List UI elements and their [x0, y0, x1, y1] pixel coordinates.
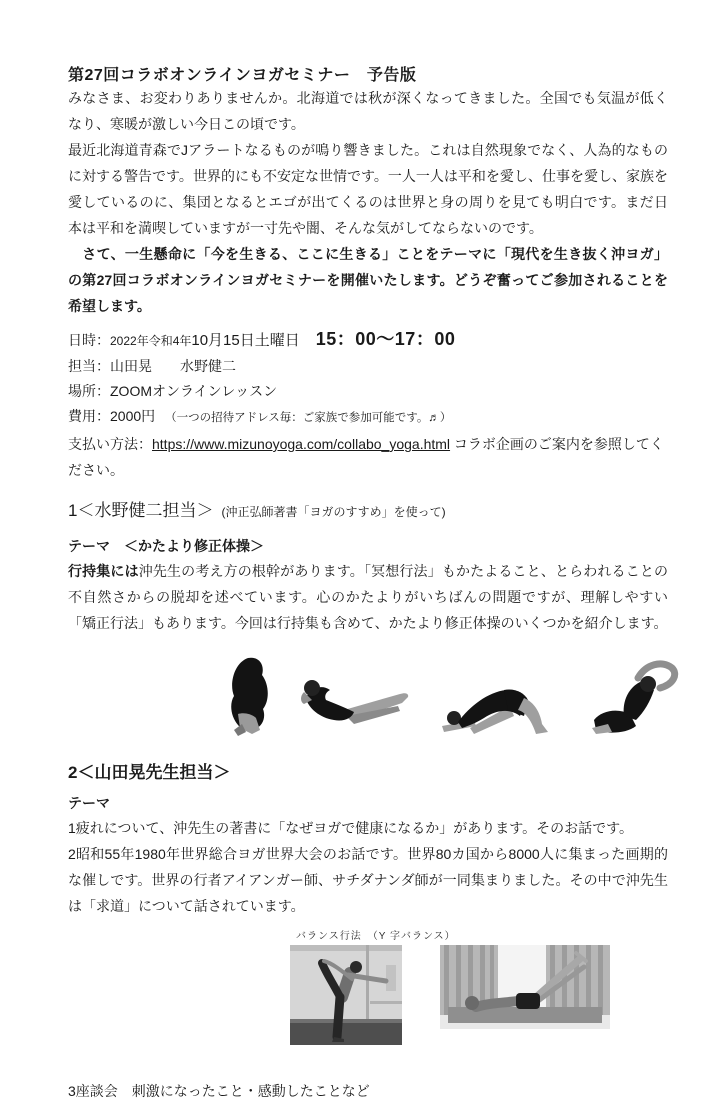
dancer-pose-photo: [290, 945, 402, 1045]
section1-body-rest: 沖先生の考え方の根幹があります。「冥想行法」もかたよること、とらわれることの不自然さからの脱却を述べています。心のかたよりがいちばんの問題ですが、理解しやすい「矯正行法」もあります。今回は行持集も含めて、かたより修正体操のいくつかを紹介します。: [68, 563, 668, 631]
balance-photo-row: [290, 945, 668, 1045]
yoga-pose-strip: [226, 648, 668, 738]
section1-heading: [68, 496, 668, 521]
yoga-pose-locust-photo: [296, 676, 412, 738]
section1-heading-note: (沖正弘師著書「ヨガのすすめ」を使って): [221, 505, 446, 519]
section2-item-2: 2昭和55年1980年世界総合ヨガ世界大会のお話です。世界80カ国から8000人に集まった画期的な催しです。世界の行者アイアンガー師、サチダナンダ師が一同集まりました。その中で沖先生は「求道」について話されています。: [68, 846, 668, 914]
payment-suffix: コラボ企画のご案内を参照してください。: [68, 436, 664, 478]
prone-leg-lift-photo: [440, 945, 610, 1029]
fee-label: 費用：2000円: [68, 408, 156, 424]
datetime-line: [68, 327, 668, 354]
section2-item-1: 1疲れについて、沖先生の著書に「なぜヨガで健康になるか」があります。そのお話です。: [68, 820, 633, 836]
section1-heading-title: 1＜水野健二担当＞: [68, 501, 214, 520]
yoga-pose-forward-fold-photo: [226, 654, 268, 738]
intro-paragraph-2: 最近北海道青森でJアラートなるものが鳴り響きました。これは自然現象でなく、人為的なものに対する警告です。世界的にも不安定な世情です。一人一人は平和を愛し、仕事を愛し、家族を愛しているのに、集団となるとエゴが出てくるのは世界と身の周りを見ても明白です。まだ日本は平和を満喫していますが一寸先や闇、そんな気がしてならないのです。: [68, 142, 668, 236]
event-details: [68, 327, 668, 483]
staff-line: 担当：山田晃 水野健二: [68, 358, 236, 374]
datetime-time: 15：00～17：00: [315, 329, 456, 349]
datetime-label: 日時：: [68, 332, 110, 348]
closing-line: 3座談会 刺激になったこと・感動したことなど: [68, 1083, 370, 1099]
payment-line: [68, 431, 668, 483]
section1-body-lead: 行持集には: [68, 563, 139, 579]
fee-note: （一つの招待アドレス毎：ご家族で参加可能です。♬）: [165, 412, 452, 424]
place-line: 場所：ZOOMオンラインレッスン: [68, 383, 278, 399]
yoga-pose-bridge-photo: [440, 676, 560, 738]
intro-paragraph-1: みなさま、お変わりありませんか。北海道では秋が深くなってきました。全国でも気温が低くなり、寒暖が激しい今日この頃です。: [68, 90, 668, 132]
section1-theme: テーマ ＜かたより修正体操＞: [68, 538, 264, 554]
balance-photo-caption: バランス行法 （Y 字バランス）: [296, 931, 456, 942]
datetime-date: 10月15日土曜日: [191, 332, 300, 349]
fee-line: [68, 404, 668, 431]
yoga-pose-side-bend-photo: [588, 654, 688, 738]
section2-heading: 2＜山田晃先生担当＞: [68, 763, 231, 782]
datetime-year: 2022年令和4年: [110, 334, 192, 348]
payment-link[interactable]: https://www.mizunoyoga.com/collabo_yoga.html: [152, 436, 451, 452]
announcement-paragraph: さて、一生懸命に「今を生きる、ここに生きる」ことをテーマに「現代を生き抜く沖ヨガ」の第27回コラボオンラインヨガセミナーを開催いたします。どうぞ奮ってご参加されることを希望します。: [68, 246, 668, 314]
page-title: 第27回コラボオンラインヨガセミナー 予告版: [68, 67, 417, 84]
section1-body: [68, 558, 668, 636]
payment-label: 支払い方法：: [68, 436, 152, 452]
section2-theme: テーマ: [68, 795, 110, 811]
